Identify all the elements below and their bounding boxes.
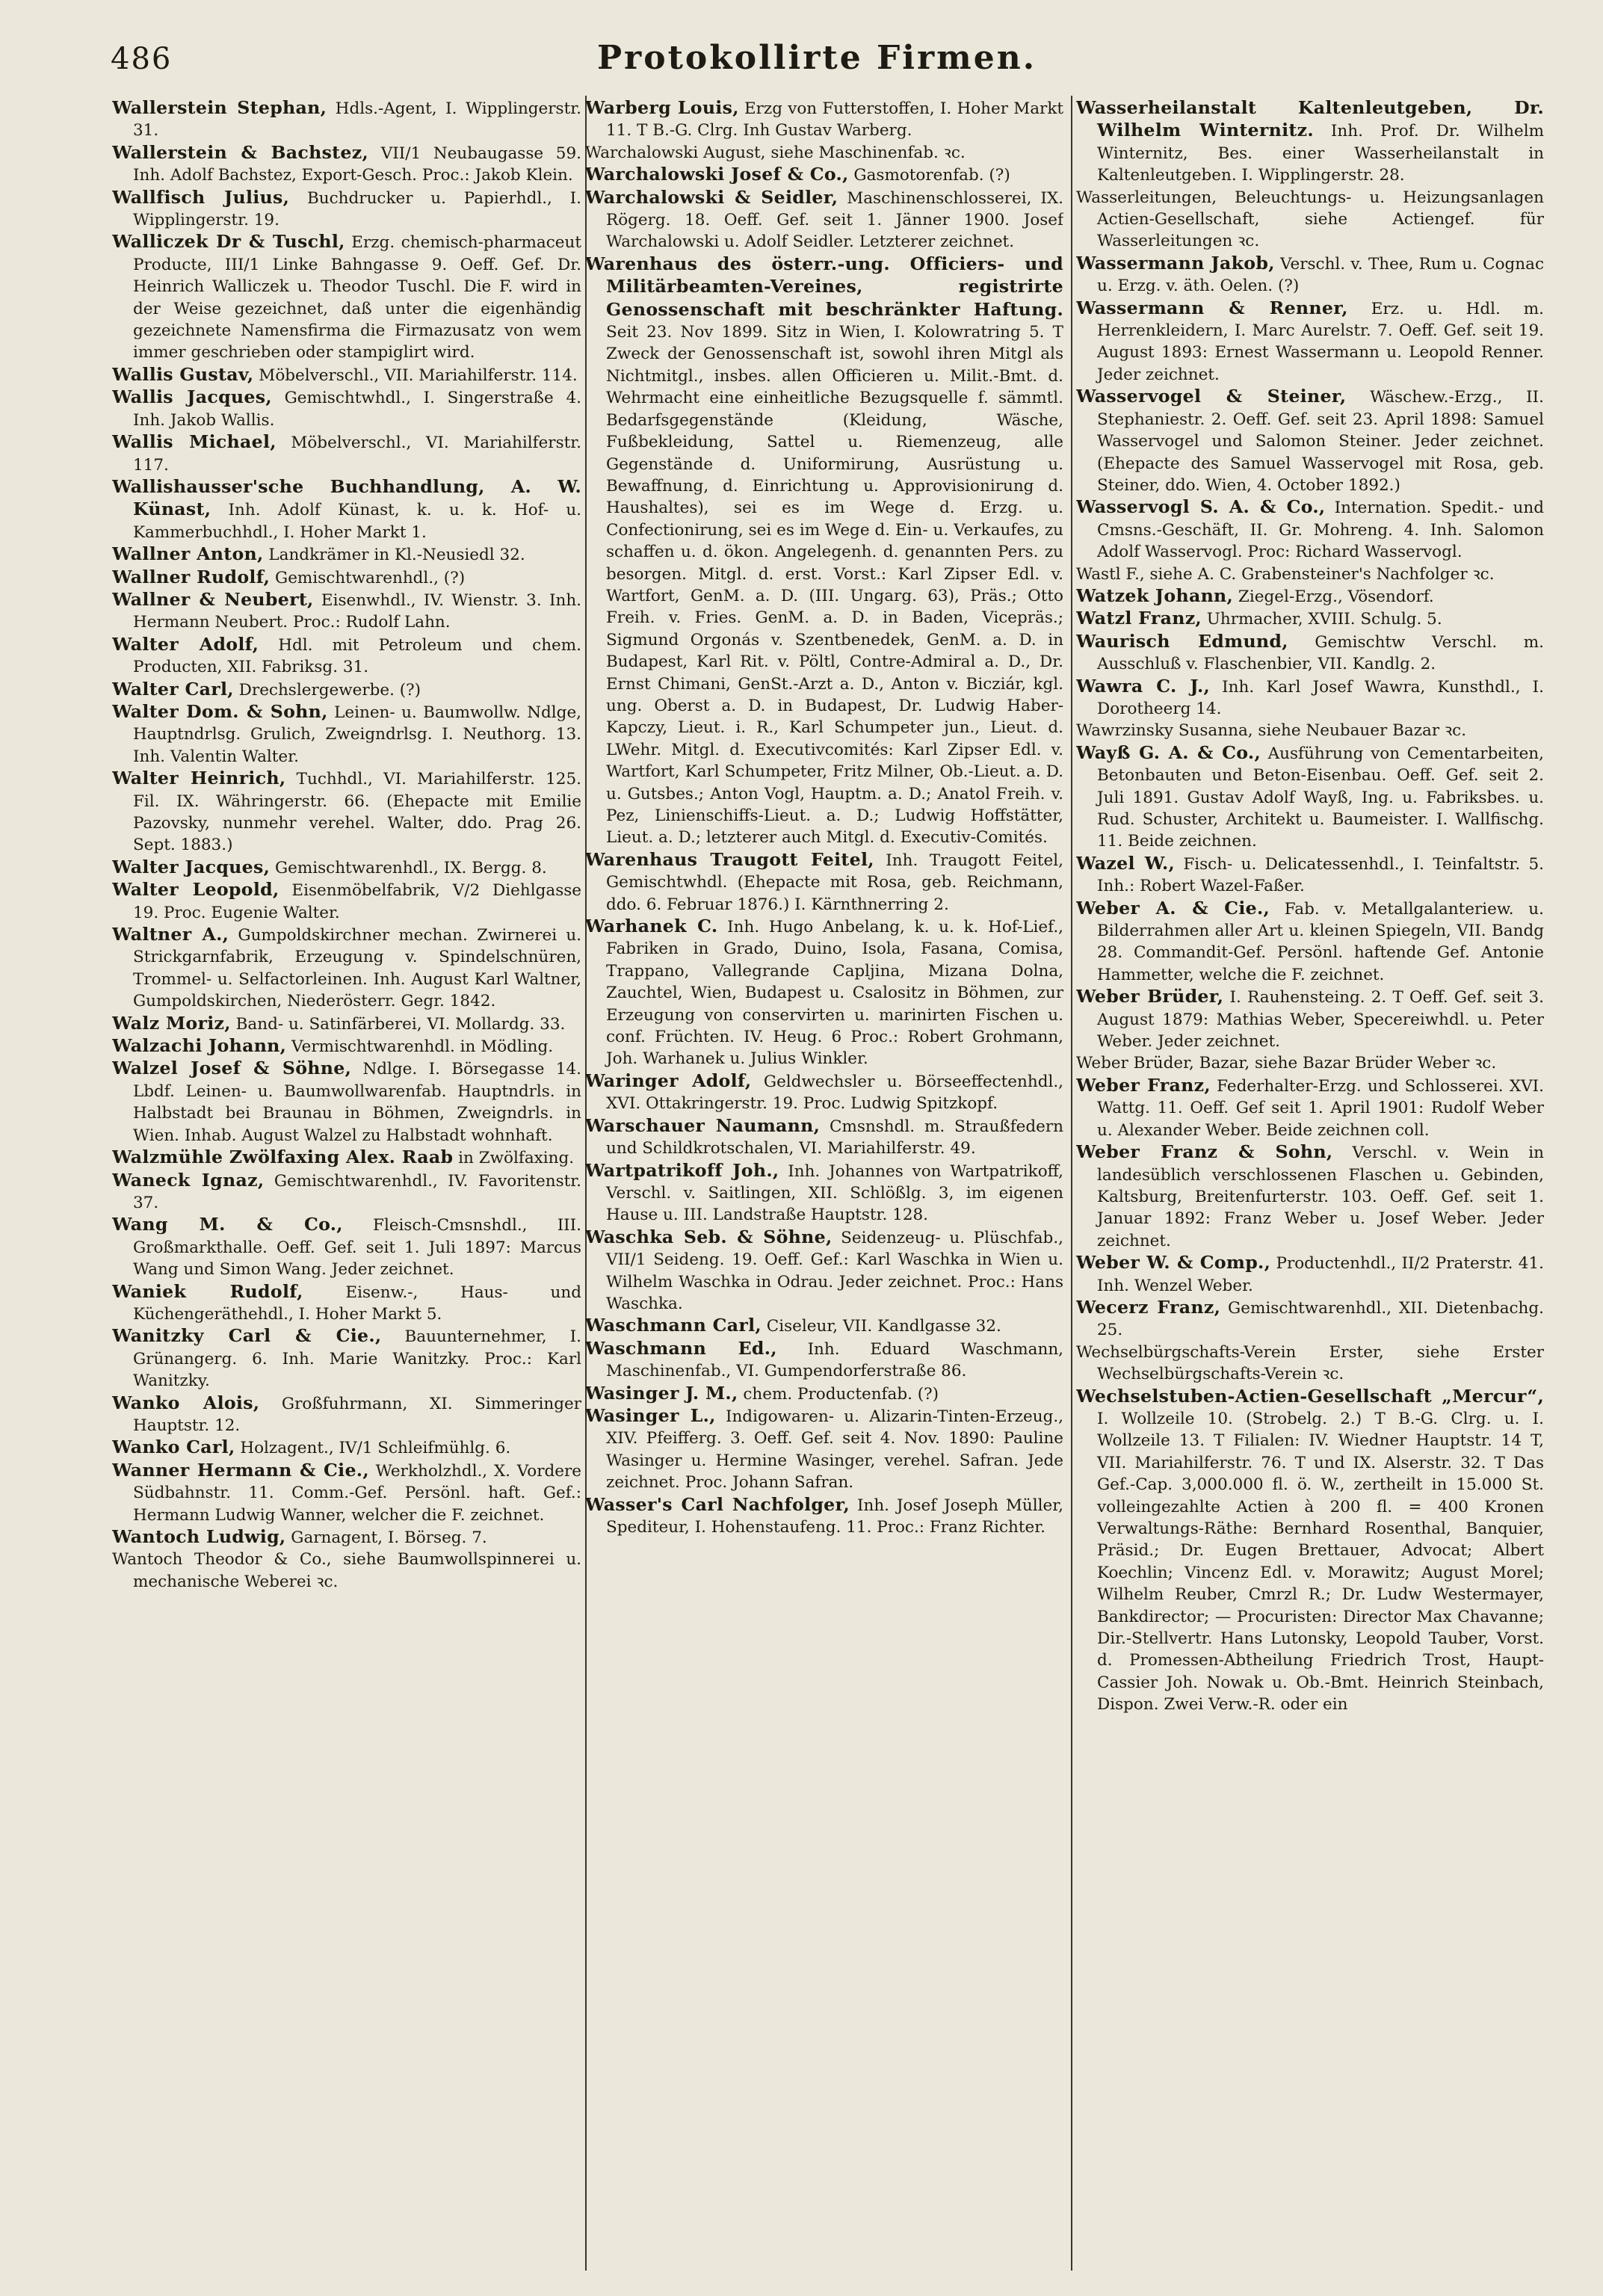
firm-details: Wantoch Theodor & Co., siehe Baumwollspinnerei u. mechanische Weberei ꝛc. — [112, 1550, 581, 1591]
firm-details: Fisch- u. Delicatessenhdl., I. Teinfaltstr. 5. Inh.: Robert Wazel-Faßer. — [1097, 854, 1544, 896]
firm-details: Band- u. Satinfärberei, VI. Mollardg. 33. — [230, 1014, 566, 1034]
firm-name: Waltner A., — [112, 924, 229, 945]
firm-name: Wallner & Neubert, — [112, 588, 314, 610]
firm-details: Inh. Johannes von Wartpatrikoff, Verschl. v. Saitlingen, XII. Schlößlg. 3, im eigenen Hause u. III. Landstraße Hauptstr. 128. — [606, 1161, 1063, 1225]
firm-entry — [1076, 564, 1544, 585]
firm-entry — [112, 857, 581, 879]
firm-entry — [112, 634, 581, 679]
firm-entry — [585, 1315, 1063, 1337]
firm-name: Wanitzky Carl & Cie., — [112, 1325, 382, 1347]
firm-entry — [1076, 585, 1544, 608]
firm-details: Großfuhrmann, XI. Simmeringer Hauptstr. 12. — [133, 1394, 581, 1435]
firm-entry — [1076, 742, 1544, 853]
firm-details: Seit 23. Nov 1899. Sitz in Wien, I. Kolowratring 5. T Zweck der Genossenschaft ist, sowohl ihren Mitgl als Nichtmitgl., insbes. allen Officieren u. Milit.-Bmt. d. Wehrmacht eine einheitliche Bezugsquelle f. sämmtl. Bedarfsgegenstände (Kleidung, Wäsche, Fußbekleidung, Sattel u. Riemenzeug, alle Gegenstände d. Uniformirung, Ausrüstung u. Bewaffnung, d. Einrichtung u. Approvisionirung d. Haushaltes), sei es im Wege d. Erzg. u. Confectionirung, sei es im Wege d. Ein- u. Verkaufes, zu schaffen u. d. ökon. Angelegenh. d. genannten Pers. zu besorgen. Mitgl. d. erst. Vorst.: Karl Zipser Edl. v. Wartfort, GenM. a. D. (III. Ungarg. 63), Präs.; Otto Freih. v. Fries. GenM. a. D. in Baden, Vicepräs.; Sigmund Orgonás v. Szentbenedek, GenM. a. D. in Budapest, Karl Rit. v. Pöltl, Contre-Admiral a. D., Dr. Ernst Chimani, GenSt.-Arzt a. D., Anton v. Bicziár, kgl. ung. Oberst a. D. in Budapest, Dr. Ludwig Haber-Kapczy, Lieut. i. R., Karl Schumpeter jun., Lieut. d. LWehr. Mitgl. d. Executivcomités: Karl Zipser Edl. v. Wartfort, Karl Schumpeter, Fritz Milner, Ob.-Lieut. a. D. u. Gutsbes.; Anton Vogl, Hauptm. a. D.; Anatol Freih. v. Pez, Linienschiffs-Lieut. a. D.; Ludwig Hoffstätter, Lieut. a. D.; letzterer auch Mitgl. d. Executiv-Comités. — [606, 323, 1063, 848]
firm-details: Wechselbürgschafts-Verein Erster, siehe Erster Wechselbürgschafts-Verein ꝛc. — [1076, 1342, 1544, 1384]
firm-details: Erzg von Futterstoffen, I. Hoher Markt 11. T B.-G. Clrg. Inh Gustav Warberg. — [606, 99, 1063, 141]
firm-entry — [112, 1460, 581, 1526]
firm-name: Walliczek Dr & Tuschl, — [112, 231, 345, 253]
firm-details: Cmsnshdl. m. Straußfedern und Schildkrotschalen, VI. Mariahilferstr. 49. — [606, 1117, 1063, 1158]
firm-name: Wazel W., — [1076, 852, 1176, 874]
firm-details: Wasserleitungen, Beleuchtungs- u. Heizungsanlagen Actien-Gesellschaft, siehe Actiengef. für Wasserleitungen ꝛc. — [1076, 188, 1544, 251]
firm-entry — [112, 1325, 581, 1392]
firm-name: Walter Adolf, — [112, 633, 259, 655]
firm-name: Warchalowski & Seidler, — [585, 186, 838, 208]
firm-name: Waurisch Edmund, — [1076, 630, 1288, 652]
firm-details: Productenhdl., II/2 Praterstr. 41. Inh. Wenzel Weber. — [1097, 1254, 1544, 1295]
firm-entry — [112, 1147, 581, 1169]
firm-entry — [585, 1070, 1063, 1115]
firm-entry — [585, 1405, 1063, 1494]
firm-details: Federhalter-Erzg. und Schlosserei. XVI. Wattg. 11. Oeff. Gef seit 1. April 1901: Rudolf Weber u. Alexander Weber. Beide zeichnen coll. — [1097, 1076, 1544, 1140]
firm-entry — [112, 679, 581, 701]
firm-details: Internation. Spedit.- und Cmsns.-Geschäft, II. Gr. Mohreng. 4. Inh. Salomon Adolf Wasservogl. Proc: Richard Wasservogl. — [1097, 499, 1544, 562]
firm-details: Erzg. chemisch-pharmaceut Producte, III/1 Linke Bahngasse 9. Oeff. Gef. Dr. Heinrich Walliczek u. Theodor Tuschl. Die F. wird in der Weise gezeichnet, daß unter die eigenhändig gezeichnete Namensfirma die Firmazusatz von wem immer geschrieben oder stampiglirt wird. — [133, 233, 581, 362]
firm-entry — [585, 916, 1063, 1070]
firm-entry — [585, 1383, 1063, 1405]
firm-name: Warberg Louis, — [585, 97, 739, 118]
firm-details: Fleisch-Cmsnshdl., III. Großmarkthalle. Oeff. Gef. seit 1. Juli 1897: Marcus Wang und Simon Wang. Jeder zeichnet. — [133, 1216, 581, 1280]
firm-details: Warchalowski August, siehe Maschinenfab. ꝛc. — [585, 143, 966, 162]
firm-entry — [112, 924, 581, 1013]
firm-name: Watzl Franz, — [1076, 608, 1202, 629]
firm-entry — [585, 1115, 1063, 1160]
firm-name: Walter Jacques, — [112, 856, 271, 877]
firm-details: Erz. u. Hdl. m. Herrenkleidern, I. Marc Aurelstr. 7. Oeff. Gef. seit 19. August 1893: Ernest Wassermann u. Leopold Renner. Jeder zeichnet. — [1097, 299, 1544, 384]
firm-name: Walzmühle Zwölfaxing Alex. Raab — [112, 1147, 454, 1168]
firm-details: Werkholzhdl., X. Vordere Südbahnstr. 11. Comm.-Gef. Persönl. haft. Gef.: Hermann Ludwig Wanner, welcher die F. zeichnet. — [133, 1461, 581, 1525]
firm-entry — [1076, 187, 1544, 253]
firm-details: Leinen- u. Baumwollw. Ndlge, Hauptndrlsg. Grulich, Zweigndrlsg. I. Neuthorg. 13. Inh. Valentin Walter. — [133, 703, 581, 766]
firm-entry — [112, 1035, 581, 1058]
firm-details: Wastl F., siehe A. C. Grabensteiner's Nachfolger ꝛc. — [1076, 564, 1495, 584]
firm-name: Wallner Anton, — [112, 543, 264, 565]
firm-details: I. Rauhensteing. 2. T Oeff. Gef. seit 3. August 1879: Mathias Weber, Specereiwhdl. u. Peter Weber. Jeder zeichnet. — [1097, 988, 1544, 1052]
firm-entry — [112, 1436, 581, 1459]
firm-details: Bauunternehmer, I. Grünangerg. 6. Inh. Marie Wanitzky. Proc.: Karl Wanitzky. — [133, 1327, 581, 1391]
firm-entry — [1076, 853, 1544, 898]
firm-entry — [1076, 1297, 1544, 1342]
firm-details: Möbelverschl., VII. Mariahilferstr. 114. — [253, 365, 578, 385]
firm-entry — [1076, 676, 1544, 720]
firm-name: Wanko Carl, — [112, 1436, 235, 1458]
firm-name: Waschka Seb. & Söhne, — [585, 1226, 833, 1247]
firm-name: Watzek Johann, — [1076, 584, 1234, 606]
firm-name: Wasser's Carl Nachfolger, — [585, 1493, 850, 1515]
page-header — [111, 39, 1523, 91]
firm-name: Warhanek C. — [585, 916, 718, 937]
firm-entry — [112, 231, 581, 363]
firm-details: Drechslergewerbe. (?) — [233, 680, 421, 700]
firm-details: Eisenmöbelfabrik, V/2 Diehlgasse 19. Proc. Eugenie Walter. — [133, 881, 581, 922]
firm-name: Wallerstein & Bachstez, — [112, 141, 369, 163]
firm-details: Inh. Adolf Künast, k. u. k. Hof- u. Kammerbuchhdl., I. Hoher Markt 1. — [133, 501, 581, 542]
firm-entry — [112, 1549, 581, 1593]
firm-details: Gemischtwhdl., I. Singerstraße 4. Inh. Jakob Wallis. — [133, 389, 581, 430]
column-1 — [112, 97, 581, 2280]
firm-details: Maschinenschlosserei, IX. Rögerg. 18. Oeff. Gef. seit 1. Jänner 1900. Josef Warchalowski u. Adolf Seidler. Letzterer zeichnet. — [606, 188, 1063, 252]
firm-details: Seidenzeug- u. Plüschfab., VII/1 Seideng. 19. Oeff. Gef.: Karl Waschka in Wien u. Wilhelm Waschka in Odrau. Jeder zeichnet. Proc.: Hans Waschka. — [606, 1228, 1063, 1313]
firm-details: Indigowaren- u. Alizarin-Tinten-Erzeug., XIV. Pfeifferg. 3. Oeff. Gef. seit 4. Nov. 1890: Pauline Wasinger u. Hermine Wasinger, verehel. Safran. Jede zeichnet. Proc. Johann Safran. — [606, 1407, 1063, 1493]
column-2 — [585, 97, 1063, 2280]
firm-details: Geldwechsler u. Börseeffectenhdl., XVI. Ottakringerstr. 19. Proc. Ludwig Spitzkopf. — [606, 1072, 1063, 1114]
firm-entry — [1076, 1141, 1544, 1252]
firm-entry — [1076, 631, 1544, 676]
firm-details: Eisenw.-, Haus- und Küchengeräthehdl., I. Hoher Markt 5. — [133, 1283, 581, 1324]
firm-details: in Zwölfaxing. — [453, 1149, 575, 1168]
firm-details: Uhrmacher, XVIII. Schulg. 5. — [1201, 610, 1442, 629]
firm-details: Tuchhdl., VI. Mariahilferstr. 125. Fil. IX. Währingerstr. 66. (Ehepacte mit Emilie Pazovsky, nunmehr verehel. Walter, ddo. Prag 26. Sept. 1883.) — [133, 770, 581, 855]
firm-details: Gemischtwarenhdl., IV. Favoritenstr. 37. — [133, 1171, 581, 1212]
firm-entry — [112, 1526, 581, 1549]
page-number: 486 — [111, 42, 173, 76]
firm-details: Fab. v. Metallgalanteriew. u. Bilderrahmen aller Art u. kleinen Spiegeln, VII. Bandg 28. Commandit-Gef. Persönl. haftende Gef. Antonie Hammetter, welche die F. zeichnet. — [1097, 899, 1544, 984]
firm-entry — [112, 1013, 581, 1035]
firm-details: Weber Brüder, Bazar, siehe Bazar Brüder Weber ꝛc. — [1076, 1054, 1497, 1073]
firm-name: Waringer Adolf, — [585, 1070, 752, 1091]
firm-name: Walter Carl, — [112, 678, 234, 700]
column-3 — [1076, 97, 1544, 2280]
firm-entry — [585, 253, 1063, 849]
firm-details: Holzagent., IV/1 Schleifmühlg. 6. — [235, 1439, 511, 1458]
firm-entry — [1076, 608, 1544, 630]
firm-name: Walz Moriz, — [112, 1012, 231, 1034]
firm-details: Gemischtw Verschl. m. Ausschluß v. Flaschenbier, VII. Kandlg. 2. — [1097, 632, 1544, 674]
firm-name: Wasservogel & Steiner, — [1076, 386, 1347, 407]
firm-details: Eisenwhdl., IV. Wienstr. 3. Inh. Hermann Neubert. Proc.: Rudolf Lahn. — [133, 590, 581, 632]
firm-details: VII/1 Neubaugasse 59. Inh. Adolf Bachstez, Export-Gesch. Proc.: Jakob Klein. — [133, 144, 581, 185]
firm-name: Wayß G. A. & Co., — [1076, 741, 1261, 763]
firm-entry — [112, 1058, 581, 1147]
firm-name: Wasserheilanstalt Kaltenleutgeben, Dr. Wilhelm Winternitz. — [1076, 97, 1544, 141]
firm-details: Ciseleur, VII. Kandlgasse 32. — [761, 1317, 1001, 1336]
firm-details: Möbelverschl., VI. Mariahilferstr. 117. — [133, 433, 581, 475]
firm-name: Weber Brüder, — [1076, 986, 1224, 1007]
firm-details: Inh. Prof. Dr. Wilhelm Winternitz, Bes. einer Wasserheilanstalt in Kaltenleutgeben. I. Wipplingerstr. 28. — [1097, 122, 1544, 185]
firm-name: Wallishausser'sche Buchhandlung, A. W. Künast, — [112, 475, 581, 520]
firm-entry — [112, 567, 581, 589]
firm-entry — [1076, 1342, 1544, 1386]
firm-details: Inh. Eduard Waschmann, Maschinenfab., VI. Gumpendorferstraße 86. — [606, 1339, 1063, 1381]
firm-details: Wawrzinsky Susanna, siehe Neubauer Bazar ꝛc. — [1076, 721, 1467, 741]
firm-details: Inh. Josef Joseph Müller, Spediteur, I. Hohenstaufeng. 11. Proc.: Franz Richter. — [606, 1496, 1063, 1537]
firm-entry — [112, 476, 581, 543]
firm-entry — [1076, 1252, 1544, 1297]
column-divider — [1071, 96, 1072, 2271]
firm-entry — [585, 97, 1063, 142]
firm-name: Walzel Josef & Söhne, — [112, 1058, 352, 1079]
firm-entry — [585, 1226, 1063, 1315]
firm-details: Gemischtwarenhdl., IX. Bergg. 8. — [270, 858, 547, 877]
firm-details: Inh. Traugott Feitel, Gemischtwhdl. (Ehepacte mit Rosa, geb. Reichmann, ddo. 6. Februar 1876.) I. Kärnthnerring 2. — [606, 851, 1063, 914]
firm-details: Garnagent, I. Börseg. 7. — [285, 1528, 487, 1547]
firm-name: Warenhaus des österr.-ung. Officiers- und Militärbeamten-Vereines, registrirte Genossenschaft mit beschränkter Haftung. — [585, 253, 1063, 320]
firm-entry — [1076, 386, 1544, 496]
firm-name: Wassermann Jakob, — [1076, 252, 1275, 274]
firm-name: Wallner Rudolf, — [112, 566, 271, 587]
firm-name: Wallerstein Stephan, — [112, 97, 327, 118]
firm-details: Buchdrucker u. Papierhdl., I. Wipplingerstr. 19. — [133, 188, 581, 230]
firm-entry — [112, 187, 581, 232]
firm-name: Walter Heinrich, — [112, 768, 286, 789]
firm-entry — [112, 142, 581, 187]
firm-name: Wassermann & Renner, — [1076, 297, 1348, 318]
firm-entry — [1076, 297, 1544, 386]
firm-name: Wang M. & Co., — [112, 1214, 343, 1235]
firm-name: Weber W. & Comp., — [1076, 1252, 1271, 1274]
firm-details: Ausführung von Cementarbeiten, Betonbauten und Beton-Eisenbau. Oeff. Gef. seit 2. Juli 1891. Gustav Adolf Wayß, Ing. u. Fabriksbes. u. Rud. Schuster, Architekt u. Baumeister. I. Wallfischg. 11. Beide zeichnen. — [1097, 744, 1544, 851]
firm-entry — [112, 364, 581, 386]
firm-name: Wawra C. J., — [1076, 675, 1211, 697]
firm-name: Waneck Ignaz, — [112, 1169, 265, 1191]
firm-name: Wallis Jacques, — [112, 386, 272, 408]
firm-details: Vermischtwarenhdl. in Mödling. — [286, 1037, 554, 1057]
firm-entry — [112, 879, 581, 924]
firm-entry — [585, 142, 1063, 164]
firm-entry — [1076, 253, 1544, 297]
firm-details: I. Wollzeile 10. (Strobelg. 2.) T B.-G. Clrg. u. I. Wollzeile 13. T Filialen: IV. Wiedner Hauptstr. 14 T, VII. Mariahilferstr. 76. T und IX. Alserstr. 32. T Das Gef.-Cap. 3,000.000 fl. ö. W., zertheilt in 15.000 St. volleingezahlte Actien à 200 fl. = 400 Kronen Verwaltungs-Räthe: Bernhard Rosenthal, Banquier, Präsid.; Dr. Eugen Brettauer, Advocat; Albert Koechlin; Vincenz Edl. v. Morawitz; August Morel; Wilhelm Reuber, Cmrzl R.; Dr. Ludw Westermayer, Bankdirector; — Procuristen: Director Max Chavanne; Dir.-Stellvertr. Hans Lutonsky, Leopold Tauber, Vorst. d. Promessen-Abtheilung Friedrich Trost, Haupt-Cassier Joh. Nowak u. Ob.-Bmt. Heinrich Steinbach, Dispon. Zwei Verw.-R. oder ein — [1097, 1409, 1544, 1715]
firm-name: Wecerz Franz, — [1076, 1296, 1221, 1318]
firm-entry — [1076, 1075, 1544, 1141]
firm-entry — [112, 386, 581, 431]
firm-details: Hdls.-Agent, I. Wipplingerstr. 31. — [133, 99, 581, 141]
firm-entry — [585, 1494, 1063, 1539]
firm-entry — [112, 431, 581, 476]
firm-entry — [112, 543, 581, 566]
firm-entry — [1076, 720, 1544, 741]
firm-entry — [585, 164, 1063, 186]
firm-details: Gemischtwarenhdl., (?) — [270, 568, 466, 587]
firm-details: Wäschew.-Erzg., II. Stephaniestr. 2. Oeff. Gef. seit 23. April 1898: Samuel Wasservogel und Salomon Steiner. Jeder zeichnet. (Ehepacte des Samuel Wasservogel mit Rosa, geb. Steiner, ddo. Wien, 4. October 1892.) — [1097, 388, 1544, 495]
firm-entry — [585, 1160, 1063, 1226]
firm-entry — [1076, 496, 1544, 563]
firm-name: Warschauer Naumann, — [585, 1114, 821, 1136]
firm-entry — [1076, 898, 1544, 987]
firm-entry — [112, 1281, 581, 1326]
firm-entry — [585, 187, 1063, 253]
firm-name: Wasservogl S. A. & Co., — [1076, 496, 1326, 518]
firm-name: Walter Dom. & Sohn, — [112, 700, 328, 722]
firm-name: Wasinger J. M., — [585, 1382, 738, 1404]
firm-details: Ziegel-Erzg., Vösendorf. — [1233, 587, 1434, 606]
firm-entry — [585, 849, 1063, 916]
firm-details: Landkrämer in Kl.-Neusiedl 32. — [263, 546, 525, 565]
firm-entry — [112, 1170, 581, 1215]
firm-name: Wartpatrikoff Joh., — [585, 1159, 779, 1181]
firm-name: Wallis Gustav, — [112, 363, 254, 385]
firm-name: Wechselstuben-Actien-Gesellschaft „Mercur“, — [1076, 1385, 1544, 1407]
firm-name: Weber A. & Cie., — [1076, 897, 1270, 919]
firm-name: Walter Leopold, — [112, 879, 279, 901]
firm-details: Hdl. mit Petroleum und chem. Producten, XII. Fabriksg. 31. — [133, 635, 581, 677]
firm-details: Gemischtwarenhdl., XII. Dietenbachg. 25. — [1097, 1298, 1544, 1340]
firm-details: Ndlge. I. Börsegasse 14. Lbdf. Leinen- u. Baumwollwarenfab. Hauptndrls. in Halbstadt bei Braunau in Böhmen, Zweigndrls. in Wien. Inhab. August Walzel zu Halbstadt wohnhaft. — [133, 1060, 581, 1145]
firm-name: Wallfisch Julius, — [112, 186, 290, 208]
firm-name: Wanner Hermann & Cie., — [112, 1459, 369, 1481]
firm-details: Gumpoldskirchner mechan. Zwirnerei u. Strickgarnfabrik, Erzeugung v. Spindelschnüren, Trommel- u. Selfactorleinen. Inh. August Karl Waltner, Gumpoldskirchen, Niederösterr. Gegr. 1842. — [133, 926, 581, 1011]
firm-entry — [1076, 1052, 1544, 1074]
firm-entry — [585, 1338, 1063, 1383]
firm-name: Waschmann Carl, — [585, 1315, 762, 1336]
firm-entry — [112, 589, 581, 634]
firm-details: Inh. Hugo Anbelang, k. u. k. Hof-Lief., Fabriken in Grado, Duino, Isola, Fasana, Comisa, Trappano, Vallegrande Capljina, Mizana Dolna, Zauchtel, Wien, Budapest u. Csalositz in Böhmen, zur Erzeugung von conservirten u. marinirten Fischen u. conf. Früchten. IV. Heug. 6 Proc.: Robert Grohmann, Joh. Warhanek u. Julius Winkler. — [606, 918, 1063, 1069]
firm-entry — [112, 768, 581, 857]
firm-name: Warenhaus Traugott Feitel, — [585, 848, 874, 870]
firm-name: Waschmann Ed., — [585, 1337, 777, 1359]
firm-name: Wallis Michael, — [112, 431, 277, 453]
firm-name: Weber Franz, — [1076, 1074, 1211, 1096]
firm-name: Weber Franz & Sohn, — [1076, 1141, 1333, 1163]
firm-entry — [1076, 1386, 1544, 1716]
firm-details: chem. Productenfab. (?) — [738, 1384, 939, 1404]
firm-details: Verschl. v. Wein in landesüblich verschlossenen Flaschen u. Gebinden, Kaltsburg, Breitenfurterstr. 103. Oeff. Gef. seit 1. Januar 1892: Franz Weber u. Josef Weber. Jeder zeichnet. — [1097, 1144, 1544, 1250]
firm-entry — [112, 1214, 581, 1280]
firm-entry — [112, 1392, 581, 1437]
firm-details: Verschl. v. Thee, Rum u. Cognac u. Erzg. v. äth. Oelen. (?) — [1097, 254, 1544, 296]
firm-entry — [112, 97, 581, 142]
firm-entry — [112, 701, 581, 768]
firm-name: Wasinger L., — [585, 1404, 716, 1426]
page-title: Protokollirte Firmen. — [596, 39, 1037, 77]
firm-name: Warchalowski Josef & Co., — [585, 164, 849, 185]
firm-name: Walzachi Johann, — [112, 1035, 287, 1057]
firm-details: Gasmotorenfab. (?) — [848, 166, 1010, 185]
firm-entry — [1076, 986, 1544, 1052]
firm-name: Waniek Rudolf, — [112, 1280, 303, 1302]
firm-entry — [1076, 97, 1544, 187]
firm-name: Wanko Alois, — [112, 1392, 260, 1413]
firm-details: Inh. Karl Josef Wawra, Kunsthdl., I. Dorotheerg 14. — [1097, 677, 1544, 718]
firm-name: Wantoch Ludwig, — [112, 1526, 286, 1547]
